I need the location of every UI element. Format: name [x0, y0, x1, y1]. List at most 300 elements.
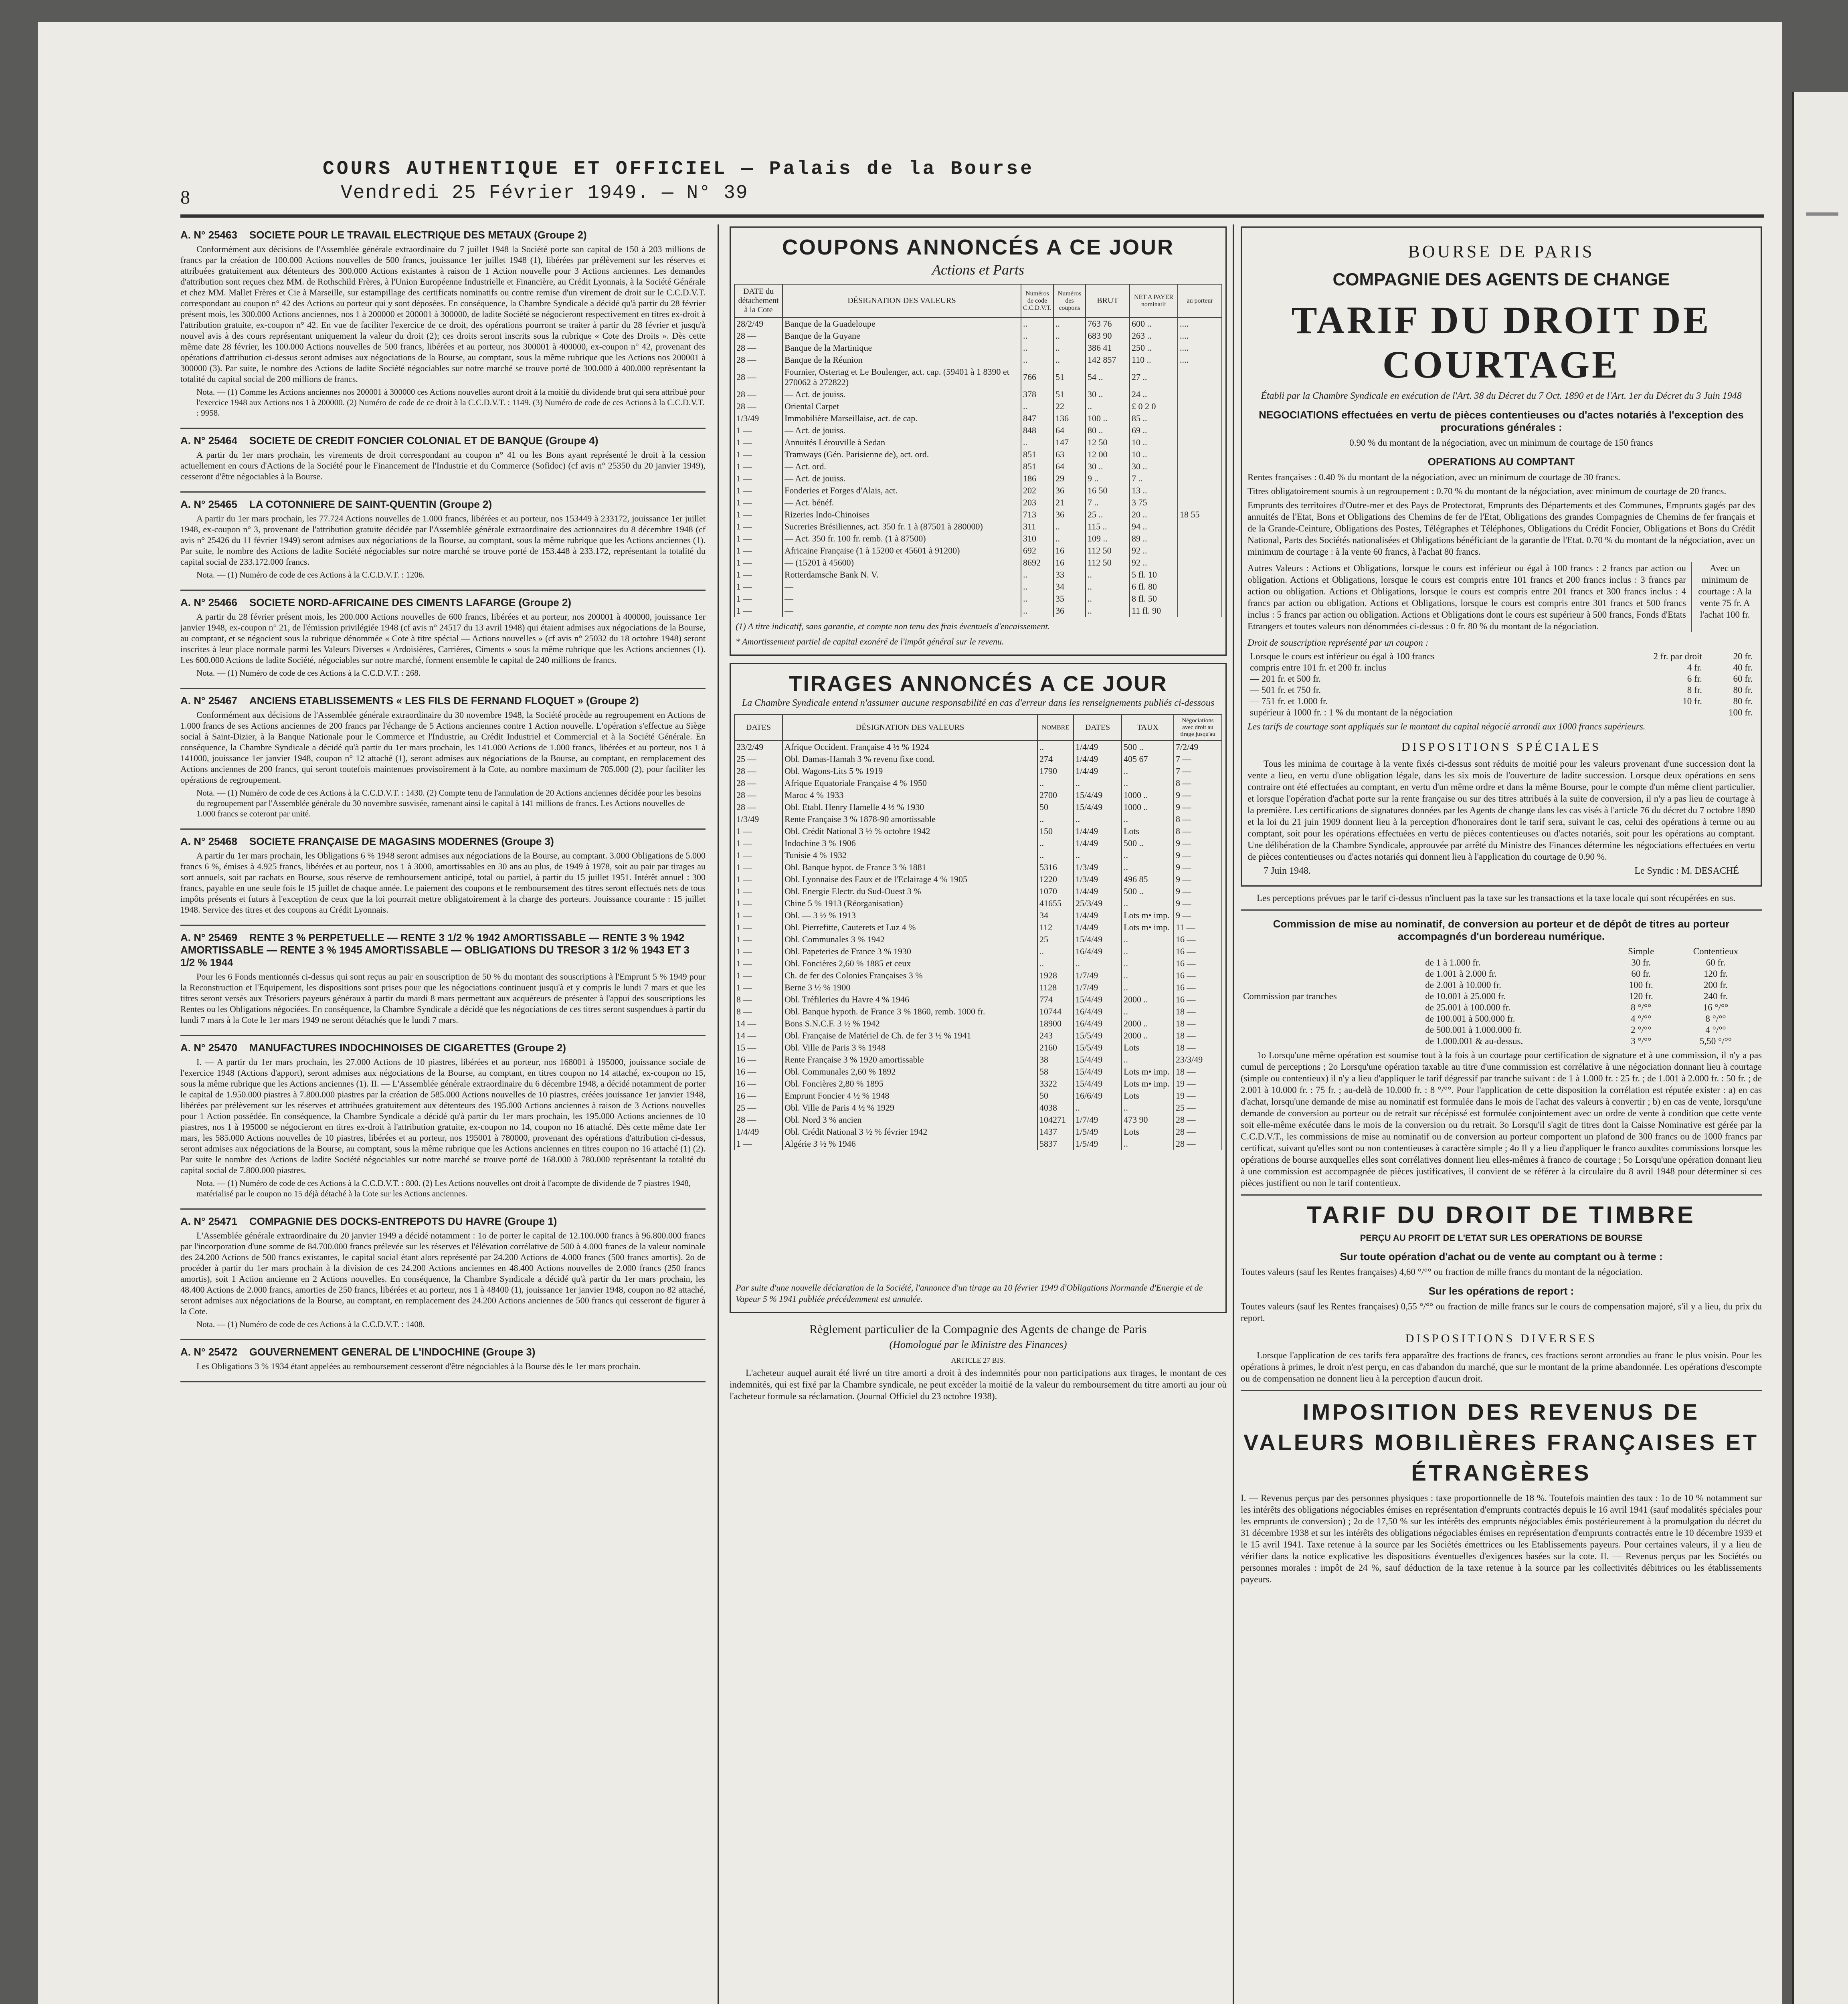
coupon-row-cell: 100 .. [1086, 412, 1130, 424]
tirage-row-cell: 15/4/49 [1074, 801, 1122, 813]
tirages-col-negociations: Négociations avec droit au tirage jusqu'au [1174, 715, 1222, 741]
notice-number: A. N° 25468 [180, 835, 237, 847]
coupon-row-cell: 1 — [734, 461, 782, 473]
tirage-row-cell: 1 — [734, 837, 782, 849]
tirage-row-cell: .. [1122, 849, 1174, 861]
notice-number: A. N° 25469 [180, 931, 237, 943]
tirage-row-cell: 34 [1037, 909, 1074, 921]
signature-line [1264, 866, 1739, 877]
tirage-row-cell: 18 — [1174, 1018, 1222, 1030]
tirage-row [734, 1138, 1222, 1150]
coupon-row-cell: 12 00 [1086, 448, 1130, 461]
notice [180, 1215, 706, 1329]
coupon-row-cell: Rizeries Indo-Chinoises [782, 509, 1021, 521]
tirage-row-cell: 1 — [734, 909, 782, 921]
tirage-row-cell: Obl. Banque hypoth. de France 3 % 1860, remb. 1000 fr. [782, 1006, 1037, 1018]
notice-heading [180, 1346, 706, 1358]
coupon-row-cell: 29 [1053, 473, 1086, 485]
tirage-row [734, 1126, 1222, 1138]
tirage-row-cell: Ch. de fer des Colonies Françaises 3 % [782, 970, 1037, 982]
notice-heading [180, 498, 706, 511]
tirages-footnote: Par suite d'une nouvelle déclaration de la Société, l'annonce d'un tirage au 10 février 1949 d'Obligations Normande d'Energie et de Vapeur 5 % 1941 publiée précédemment est annulée. [736, 1283, 1203, 1304]
coupon-row-cell: 36 [1053, 509, 1086, 521]
tarif-column [1241, 226, 1762, 2004]
coupon-row-cell: 51 [1053, 388, 1086, 400]
coupon-row-cell: .. [1053, 533, 1086, 545]
commission-table [1241, 946, 1762, 1047]
coupon-row-cell: Africaine Française (1 à 15200 et 45601 à 91200) [782, 545, 1021, 557]
coupon-row-cell: 203 [1021, 497, 1053, 509]
tirage-row-cell: .. [1037, 958, 1074, 970]
droit-row [1248, 662, 1755, 673]
coupon-row-cell [1178, 388, 1222, 400]
commission-col-simple: Simple [1628, 946, 1654, 956]
timbre-s1-title: Sur toute opération d'achat ou de vente au comptant ou à terme : [1340, 1250, 1663, 1263]
droit-cell: 40 fr. [1733, 663, 1753, 673]
tirage-row-cell: 23/2/49 [734, 741, 782, 753]
tirage-row-cell: 1 — [734, 982, 782, 994]
notice-title: COMPAGNIE DES DOCKS-ENTREPOTS DU HAVRE (Groupe 1) [249, 1215, 557, 1227]
tirage-row [734, 1054, 1222, 1066]
tirage-row-cell: .. [1122, 897, 1174, 909]
tirage-row-cell: 1 — [734, 897, 782, 909]
tirage-row-cell: .. [1074, 958, 1122, 970]
droit-cell: 100 fr. [1728, 707, 1753, 717]
coupon-row-cell: Immobilière Marseillaise, act. de cap. [782, 412, 1021, 424]
coupon-row-cell: 33 [1053, 569, 1086, 581]
tirage-row-cell: 5837 [1037, 1138, 1074, 1150]
coupon-row-cell: 16 [1053, 557, 1086, 569]
coupon-row-cell: 851 [1021, 461, 1053, 473]
tirage-row-cell: .. [1122, 958, 1174, 970]
commission-label-cell [1241, 1036, 1423, 1047]
coupon-row-cell: 1 — [734, 605, 782, 617]
tirage-row-cell: Maroc 4 % 1933 [782, 789, 1037, 801]
masthead-title: COURS AUTHENTIQUE ET OFFICIEL — Palais de la Bourse [323, 158, 1035, 180]
tirage-row-cell: Bons S.N.C.F. 3 ½ % 1942 [782, 1018, 1037, 1030]
commission-row [1241, 1036, 1762, 1047]
column-divider [1233, 224, 1234, 2004]
tirage-row-cell: 28 — [1174, 1114, 1222, 1126]
tirage-row-cell: 15/4/49 [1074, 789, 1122, 801]
timbre-s2-text: Toutes valeurs (sauf les Rentes françaises) 0,55 °/°° ou fraction de mille francs sur le cours de compensation majoré, s'il y a lieu, du prix du report. [1241, 1301, 1762, 1323]
tirage-row [734, 982, 1222, 994]
coupon-row-cell: 848 [1021, 424, 1053, 436]
coupon-row-cell [1178, 366, 1222, 388]
sign-date: 7 Juin 1948. [1264, 866, 1311, 876]
tirage-row-cell: 1790 [1037, 765, 1074, 777]
commission-cell: 5,50 °/°° [1700, 1036, 1732, 1046]
coupon-row-cell: £ 0 2 0 [1130, 400, 1178, 412]
coupon-row-cell [1178, 473, 1222, 485]
coupon-row-cell: 89 .. [1130, 533, 1178, 545]
tirage-row [734, 958, 1222, 970]
tirage-row-cell: Lots m• imp. [1122, 1066, 1174, 1078]
tirage-row [734, 1090, 1222, 1102]
coupon-row-cell: 18 55 [1178, 509, 1222, 521]
droit-row [1248, 707, 1755, 718]
notice-number: A. N° 25464 [180, 434, 237, 446]
tirage-row [734, 1030, 1222, 1042]
minimum-text: Avec un minimum de courtage : A la vente 75 fr. A l'achat 100 fr. [1691, 562, 1755, 632]
coupon-row-cell: 22 [1053, 400, 1086, 412]
droit-row [1248, 651, 1755, 662]
coupon-row-cell: 10 .. [1130, 448, 1178, 461]
tirage-row-cell: 28 — [734, 765, 782, 777]
notice-separator [180, 1339, 706, 1340]
notice-heading [180, 835, 706, 848]
coupon-row [734, 581, 1222, 593]
tirage-row-cell: Obl. Etabl. Henry Hamelle 4 ½ % 1930 [782, 801, 1037, 813]
coupon-row-cell: .... [1178, 317, 1222, 330]
notice [180, 498, 706, 580]
coupon-row-cell: .. [1086, 569, 1130, 581]
tirage-row-cell: 16/6/49 [1074, 1090, 1122, 1102]
tirage-row-cell: .. [1074, 777, 1122, 789]
tirage-row-cell: Indochine 3 % 1906 [782, 837, 1037, 849]
notice-body: A partir du 1er mars prochain, les 77.724 Actions nouvelles de 1.000 francs, libérées et au porteur, nos 153449 à 233172, jouissance 1er juillet 1948, ex-coupon n° 3, provenant de l'attribution gratuite décidée par l'Assemblée générale extraordinaire des actionnaires du 8 décembre 1948 (cf avis n° 25426 du 11 février 1949) seront admises aux négociations de la Bourse, au comptant, sous la même rubrique que les Actions anciennes (1). Par suite, le nombre des Actions de ladite Société négociables sur notre marché se trouve porté de 153.448 à 233.172, représentant la totalité du capital social de 233.172.000 francs. [180, 513, 706, 567]
tirage-row-cell: 1437 [1037, 1126, 1074, 1138]
notice-number: A. N° 25470 [180, 1042, 237, 1054]
coupon-row-cell: .. [1021, 605, 1053, 617]
tirage-row [734, 933, 1222, 945]
tirage-row-cell: 1/4/49 [1074, 909, 1122, 921]
commission-cell: 8 °/°° [1631, 1002, 1652, 1012]
emprunts-text: Emprunts des territoires d'Outre-mer et des Pays de Protectorat, Emprunts des Départements et des Communes, Emprunts gagés par des annuités de l'Etat, Bons et Obligations des Chemins de fer de l'Etat, Obligations des grandes Compagnies de Chemins de fer français et de la Grande-Ceinture, Obligations des Postes, Télégraphes et Téléphones, Obligations du Crédit Foncier, Obligations et Bons du Crédit National, Parts des Sociétés nationalisées et Obligations bénéficiant de la garantie de l'Etat. 0.70 % du montant de la négociation, avec un minimum de courtage : à la vente 60 francs, à l'achat 80 francs. [1248, 500, 1755, 557]
tirage-row-cell: 9 — [1174, 837, 1222, 849]
dispo-diverses-text: Lorsque l'application de ces tarifs fera apparaître des fractions de francs, ces fractions seront arrondies au franc le plus voisin. Pour les opérations à primes, le droit n'est perçu, en cas d'abandon du marché, que sur le montant de la prime abandonnée. Les opérations d'escompte ou de compensation ne donnent lieu à la perception d'aucun droit. [1241, 1350, 1762, 1384]
coupon-row-cell: 25 .. [1086, 509, 1130, 521]
coupons-col-code: Numéros de code C.C.D.V.T. [1021, 284, 1053, 317]
tirage-row-cell: 2000 .. [1122, 1030, 1174, 1042]
commission-cell: 60 fr. [1631, 969, 1651, 979]
coupon-row-cell: — Act. ord. [782, 461, 1021, 473]
coupon-row-cell: 1 — [734, 557, 782, 569]
tirage-row [734, 765, 1222, 777]
notice-separator [180, 428, 706, 429]
notice-separator [180, 590, 706, 591]
tirage-row-cell: .. [1122, 1102, 1174, 1114]
coupon-row-cell: 847 [1021, 412, 1053, 424]
tirage-row-cell: 58 [1037, 1066, 1074, 1078]
tirage-row [734, 921, 1222, 933]
tirage-row-cell: .. [1122, 1138, 1174, 1150]
coupons-table [734, 284, 1222, 617]
coupon-row-cell: .. [1021, 400, 1053, 412]
commission-cell: de 1.000.001 & au-dessus. [1425, 1036, 1523, 1046]
coupon-row-cell: 378 [1021, 388, 1053, 400]
tirage-row-cell: Obl. Crédit National 3 ½ % octobre 1942 [782, 825, 1037, 837]
coupon-row [734, 521, 1222, 533]
tirage-row-cell: 14 — [734, 1018, 782, 1030]
coupon-row-cell: 10 .. [1130, 436, 1178, 448]
commission-cell: 120 fr. [1703, 969, 1728, 979]
coupons-col-designation: DÉSIGNATION DES VALEURS [782, 284, 1021, 317]
notice-title: LA COTONNIERE DE SAINT-QUENTIN (Groupe 2) [249, 498, 492, 510]
coupon-row [734, 509, 1222, 521]
tirage-row-cell: 496 85 [1122, 873, 1174, 885]
tirage-row-cell: .. [1037, 837, 1074, 849]
tirage-row-cell: 19 — [1174, 1078, 1222, 1090]
coupon-row-cell: 13 .. [1130, 485, 1178, 497]
commission-text: 1o Lorsqu'une même opération est soumise tout à la fois à un courtage pour certification de signature et à une commission, il n'y a pas cumul de perceptions ; 2o Lorsqu'une opération taxable au titre d'une commission est corrélative à une négociation donnant lieu à courtage (simple ou contentieux) il n'y a lieu d'appliquer le tarif dégressif par tranche suivant : de 1 à 1.000 fr. : 25 fr. ; de 1.001 à 2.000 fr. : 50 fr. ; de 2.001 à 10.000 fr. : 75 fr. ; au-delà de 10.000 fr. : 8 °/°°. Pour l'application de cette disposition la corrélation est réputée exister : a) en cas d'achat, lorsqu'une demande de mise au nominatif est formulée dans le mois de l'achat des valeurs à convertir ; b) en cas de vente, lorsqu'une demande de conversion au porteur ou de retrait sur récépissé est formulée conjointement avec un ordre de vente à condition que cette vente soit elle-même exécutée dans le mois de la conversion ou du retrait. 3o Lorsqu'il s'agit de titres dont la Caisse Nominative est gérée par la C.C.D.V.T., les commissions de mise au nominatif ou de conversion au porteur comportent un plafond de 300 francs ou de 1000 francs par certificat, suivant qu'elles sont ou non contentieuses à caractère simple ; 4o Il y a lieu d'appliquer le franco auxdites commissions lorsque les opérations de bourse auxquelles elles sont corrélatives donnent lieu elles-mêmes à franco de courtage ; 5o Lorsqu'une opération donnant lieu à une commission est accompagnée de pièces justificatives, il convient de se référer à la circulaire du 8 avril 1948 pour déterminer si ces pièces justifient ou non le tarif contentieux. [1241, 1050, 1762, 1188]
tirage-row-cell: 25 — [1174, 1102, 1222, 1114]
tirage-row [734, 873, 1222, 885]
droit-table [1248, 651, 1755, 718]
coupon-row-cell: .. [1086, 593, 1130, 605]
coupon-row-cell: 250 .. [1130, 342, 1178, 354]
reglement-article: ARTICLE 27 BIS. [951, 1356, 1005, 1364]
droit-cell: 60 fr. [1733, 674, 1753, 684]
coupon-row-cell: 28 — [734, 388, 782, 400]
coupon-row-cell: 28 — [734, 342, 782, 354]
commission-cell: 240 fr. [1703, 991, 1728, 1001]
coupon-row-cell [1178, 448, 1222, 461]
notice [180, 596, 706, 678]
tirage-row-cell: 8 — [734, 1006, 782, 1018]
tirage-row-cell: 16 — [734, 1066, 782, 1078]
coupon-row-cell: 112 50 [1086, 557, 1130, 569]
tirage-row-cell: 1/3/49 [1074, 861, 1122, 873]
tirage-row-cell: 16 — [734, 1090, 782, 1102]
tirage-row [734, 897, 1222, 909]
notice-separator [180, 1035, 706, 1036]
coupon-row-cell: .. [1021, 569, 1053, 581]
coupon-row-cell: .. [1086, 605, 1130, 617]
coupon-row-cell: 30 .. [1086, 388, 1130, 400]
tirage-row-cell: .. [1122, 861, 1174, 873]
coupon-row [734, 448, 1222, 461]
tirage-row-cell: .. [1074, 849, 1122, 861]
tirage-row-cell: 1 — [734, 933, 782, 945]
tirage-row-cell: Afrique Equatoriale Française 4 % 1950 [782, 777, 1037, 789]
tirage-row-cell: 405 67 [1122, 753, 1174, 765]
tirage-row-cell: Obl. Damas-Hamah 3 % revenu fixe cond. [782, 753, 1037, 765]
tirage-row-cell: 28 — [734, 801, 782, 813]
coupon-row-cell: 35 [1053, 593, 1086, 605]
coupon-row-cell: 92 .. [1130, 545, 1178, 557]
tirage-row [734, 861, 1222, 873]
tirage-row-cell: 25 — [734, 1102, 782, 1114]
coupon-row-cell: 69 .. [1130, 424, 1178, 436]
coupon-row-cell: 34 [1053, 581, 1086, 593]
tirage-row-cell: 50 [1037, 1090, 1074, 1102]
tirage-row-cell: 500 .. [1122, 741, 1174, 753]
tirage-row-cell: 9 — [1174, 789, 1222, 801]
coupon-row-cell [1178, 497, 1222, 509]
coupon-row-cell: 8692 [1021, 557, 1053, 569]
coupons-box [730, 226, 1227, 656]
coupon-row-cell: .... [1178, 342, 1222, 354]
coupon-row-cell: 3 75 [1130, 497, 1178, 509]
commission-cell: 4 °/°° [1631, 1014, 1652, 1024]
tirage-row [734, 885, 1222, 897]
notice-number: A. N° 25471 [180, 1215, 237, 1227]
tirage-row-cell: Obl. Papeteries de France 3 % 1930 [782, 945, 1037, 958]
tirage-row-cell: Algérie 3 ½ % 1946 [782, 1138, 1037, 1150]
dispo-speciales-title: DISPOSITIONS SPÉCIALES [1401, 740, 1601, 754]
reglement-block [730, 1323, 1227, 1402]
notice-separator [180, 925, 706, 926]
coupon-row-cell: 136 [1053, 412, 1086, 424]
tirage-row [734, 825, 1222, 837]
coupon-row-cell: 11 fl. 90 [1130, 605, 1178, 617]
tirage-row-cell: 473 90 [1122, 1114, 1174, 1126]
coupon-row-cell: Rotterdamsche Bank N. V. [782, 569, 1021, 581]
tirage-row-cell: 1220 [1037, 873, 1074, 885]
droit-cell: 80 fr. [1733, 696, 1753, 706]
coupon-row-cell: Annuités Lérouville à Sedan [782, 436, 1021, 448]
tirage-row-cell: 18 — [1174, 1066, 1222, 1078]
tirage-row-cell: 9 — [1174, 849, 1222, 861]
coupon-row-cell: 763 76 [1086, 317, 1130, 330]
tirages-subtitle: La Chambre Syndicale entend n'assumer aucune responsabilité en cas d'erreur dans les renseignements publiés ci-dessous [742, 698, 1215, 708]
tirage-row [734, 1114, 1222, 1126]
coupon-row-cell: 36 [1053, 485, 1086, 497]
tirage-row-cell: 1 — [734, 970, 782, 982]
commission-cell: 200 fr. [1703, 980, 1728, 990]
compagnie-heading: COMPAGNIE DES AGENTS DE CHANGE [1332, 270, 1670, 289]
tirage-row-cell: 1 — [734, 945, 782, 958]
coupon-row-cell: 85 .. [1130, 412, 1178, 424]
tirage-row-cell: Obl. Lyonnaise des Eaux et de l'Eclairage 4 % 1905 [782, 873, 1037, 885]
coupon-row-cell: Banque de la Guadeloupe [782, 317, 1021, 330]
tirage-row-cell: 7 — [1174, 765, 1222, 777]
tarif-subtitle: Établi par la Chambre Syndicale en exécution de l'Art. 38 du Décret du 7 Oct. 1890 et de l'Art. 1er du Décret du 3 Juin 1948 [1261, 391, 1742, 401]
commission-label-cell: Commission par tranches [1243, 991, 1337, 1001]
tirage-row-cell: 18 — [1174, 1030, 1222, 1042]
coupon-row-cell: 28 — [734, 330, 782, 342]
commission-row [1241, 980, 1762, 991]
tirage-row-cell: 1 — [734, 861, 782, 873]
tirage-row-cell: 1/7/49 [1074, 970, 1122, 982]
tirage-row-cell: 1128 [1037, 982, 1074, 994]
coupon-row-cell [1178, 557, 1222, 569]
droit-cell: — 501 fr. et 750 fr. [1250, 685, 1321, 695]
tirage-row-cell: 28 — [1174, 1126, 1222, 1138]
commission-row [1241, 968, 1762, 980]
tirage-row [734, 813, 1222, 825]
imposition-text: I. — Revenus perçus par des personnes physiques : taxe proportionnelle de 18 %. Toutefois maintien des taux : 1o de 10 % notamment sur les intérêts des obligations négociables émises en représentation d'emprunts contractés depuis le 16 avril 1941 (sauf modalités spéciales pour les emprunts de conversion) ; 2o de 17,50 % sur les intérêts des emprunts négociables émis postérieurement à la promulgation du décret du 31 décembre 1938 et sur les intérêts des obligations négociables émises en représentation d'emprunts contractés entre le 10 décembre 1939 et le 15 avril 1941. Taxe retenue à la source par les Sociétés émettrices ou les Etablissements payeurs. Pour certaines valeurs, il y a lieu de vérifier dans la notice explicative les dispositions éventuelles d'exigences basées sur la cote. II. — Revenus perçus par les Sociétés ou personnes morales : impôt de 24 %, sauf déduction de la taxe retenue à la source par les collectivités débitrices ou les établissements payeurs. [1241, 1493, 1762, 1584]
commission-cell: 120 fr. [1629, 991, 1653, 1001]
notice-title: GOUVERNEMENT GENERAL DE L'INDOCHINE (Groupe 3) [249, 1346, 536, 1358]
coupon-row-cell: 28 — [734, 354, 782, 366]
tirage-row-cell: Lots [1122, 825, 1174, 837]
tirage-row [734, 789, 1222, 801]
coupons-footnote-2: * Amortissement partiel de capital exonéré de l'impôt général sur le revenu. [736, 636, 1004, 646]
coupon-row-cell: .... [1178, 354, 1222, 366]
tirage-row [734, 1078, 1222, 1090]
coupon-row-cell: Banque de la Guyane [782, 330, 1021, 342]
coupon-row-cell: 186 [1021, 473, 1053, 485]
coupon-row-cell [1178, 436, 1222, 448]
comptant-title: OPERATIONS AU COMPTANT [1427, 456, 1575, 468]
coupon-row-cell: 16 50 [1086, 485, 1130, 497]
notice-body: Conformément aux décisions de l'Assemblée générale extraordinaire du 30 novembre 1948, la Société procède au regroupement en Actions de 1.000 francs de ses Actions anciennes de 200 francs par l'échange de 5 Actions anciennes contre 1 Action nouvelle. L'opération s'effectue au Siège social à Saint-Dizier, à la Banque Nationale pour le Commerce et l'Industrie, au Crédit Industriel et Commercial et à la Société Générale. En conséquence, la Chambre Syndicale a décidé qu'à partir du 1er mars prochain, les 141.000 Actions de 1.000 francs, libérées et au porteur, nos 1 à 141000, jouissance 1er janvier 1948, coupon n° 12 attaché (1), seront admises aux négociations de la Bourse, au comptant, en remplacement des Actions anciennes de 200 francs, qui seront toutefois maintenues provisoirement à la Cote, au nombre maximum de 705.000 (2), pour faciliter les opérations de regroupement. [180, 710, 706, 785]
coupon-row-cell: — Act. bénéf. [782, 497, 1021, 509]
tirages-box [730, 663, 1227, 1313]
coupons-col-nominatif: NET A PAYER nominatif [1130, 284, 1178, 317]
coupon-row-cell: 9 .. [1086, 473, 1130, 485]
notice-heading [180, 1042, 706, 1054]
coupon-row-cell [1178, 521, 1222, 533]
titres-text: Titres obligatoirement soumis à un regroupement : 0.70 % du montant de la négociation, avec minimum de courtage de 20 francs. [1248, 486, 1727, 496]
notice-body: Pour les 6 Fonds mentionnés ci-dessus qui sont reçus au pair en souscription de 50 % du montant des souscriptions à l'Emprunt 5 % 1949 pour la Reconstruction et l'Equipement, les dispositions sont prises pour que les négociations continuent jusqu'à et y compris le lundi 7 mars et que les titres seront versés aux Trésoriers payeurs généraux à partir du mardi 8 mars permettant aux acquéreurs de présenter à l'appui des souscriptions les Rentes ou les Obligations négociées. En conséquence, la Chambre Syndicale a décidé que les négociations de ces titres seront suspendues à partir du lundi 7 mars à la Cote le 1er mars 1949 ne seront détachés que le lundi 7 mars. [180, 972, 706, 1025]
coupon-row-cell: .. [1086, 400, 1130, 412]
coupon-row-cell: 28/2/49 [734, 317, 782, 330]
coupons-col-brut: BRUT [1086, 284, 1130, 317]
coupon-row-cell: 94 .. [1130, 521, 1178, 533]
tirage-row-cell: 16 — [1174, 945, 1222, 958]
coupon-row-cell: Oriental Carpet [782, 400, 1021, 412]
coupon-row [734, 342, 1222, 354]
tirage-row-cell: .. [1074, 1102, 1122, 1114]
coupon-row-cell: .. [1053, 354, 1086, 366]
coupon-row-cell: 20 .. [1130, 509, 1178, 521]
coupon-row-cell: 24 .. [1130, 388, 1178, 400]
coupon-row-cell: 1 — [734, 593, 782, 605]
notice [180, 695, 706, 819]
coupon-row-cell: 28 — [734, 366, 782, 388]
tirage-row-cell: 16 — [1174, 994, 1222, 1006]
notice-notes: Nota. — (1) Numéro de code de ces Actions à la C.C.D.V.T. : 1408. [196, 1319, 425, 1329]
tirage-row [734, 777, 1222, 789]
tirage-row-cell: 112 [1037, 921, 1074, 933]
tirage-row-cell: Obl. Communales 3 % 1942 [782, 933, 1037, 945]
tirage-row-cell: .. [1037, 849, 1074, 861]
coupon-row-cell: 1 — [734, 521, 782, 533]
commission-col-contentieux: Contentieux [1693, 946, 1739, 956]
notice [180, 835, 706, 915]
tirage-row-cell: 14 — [734, 1030, 782, 1042]
tirage-row [734, 1006, 1222, 1018]
commission-label-cell [1241, 1013, 1423, 1024]
coupon-row-cell: 1 — [734, 569, 782, 581]
header-rule [180, 214, 1764, 218]
coupon-row-cell: 16 [1053, 545, 1086, 557]
tirage-row-cell: Emprunt Foncier 4 ½ % 1948 [782, 1090, 1037, 1102]
negociations-text: 0.90 % du montant de la négociation, avec un minimum de courtage de 150 francs [1349, 438, 1653, 448]
tirage-row-cell: 18 — [1174, 1042, 1222, 1054]
commission-label-cell [1241, 957, 1423, 968]
droit-row [1248, 696, 1755, 707]
coupon-row-cell: 1 — [734, 545, 782, 557]
notices-column [180, 226, 706, 2004]
tirage-row [734, 837, 1222, 849]
negociations-title: NEGOCIATIONS effectuées en vertu de pièces contentieuses ou d'actes notariés à l'exception des procurations générales : [1259, 409, 1744, 433]
coupon-row [734, 557, 1222, 569]
tirage-row-cell: Rente Française 3 % 1878-90 amortissable [782, 813, 1037, 825]
tirage-row-cell: 1/4/49 [1074, 741, 1122, 753]
notice-separator [180, 491, 706, 493]
droit-cell [1611, 707, 1704, 718]
tirage-row-cell: .. [1122, 813, 1174, 825]
bourse-heading: BOURSE DE PARIS [1408, 242, 1595, 261]
tirage-row-cell: Obl. Foncières 2,60 % 1885 et ceux [782, 958, 1037, 970]
tirage-row-cell: 1/4/49 [734, 1126, 782, 1138]
tirage-row-cell: Obl. Crédit National 3 ½ % février 1942 [782, 1126, 1037, 1138]
tirage-row-cell: 28 — [734, 1114, 782, 1126]
tirage-row-cell: 15/5/49 [1074, 1030, 1122, 1042]
commission-row [1241, 957, 1762, 968]
coupon-row-cell: 64 [1053, 424, 1086, 436]
tirage-row-cell: 16/4/49 [1074, 1006, 1122, 1018]
coupon-row-cell: — (15201 à 45600) [782, 557, 1021, 569]
coupon-row [734, 424, 1222, 436]
coupon-row-cell: 766 [1021, 366, 1053, 388]
notice-heading [180, 931, 706, 969]
commission-cell: de 25.001 à 100.000 fr. [1425, 1002, 1510, 1012]
